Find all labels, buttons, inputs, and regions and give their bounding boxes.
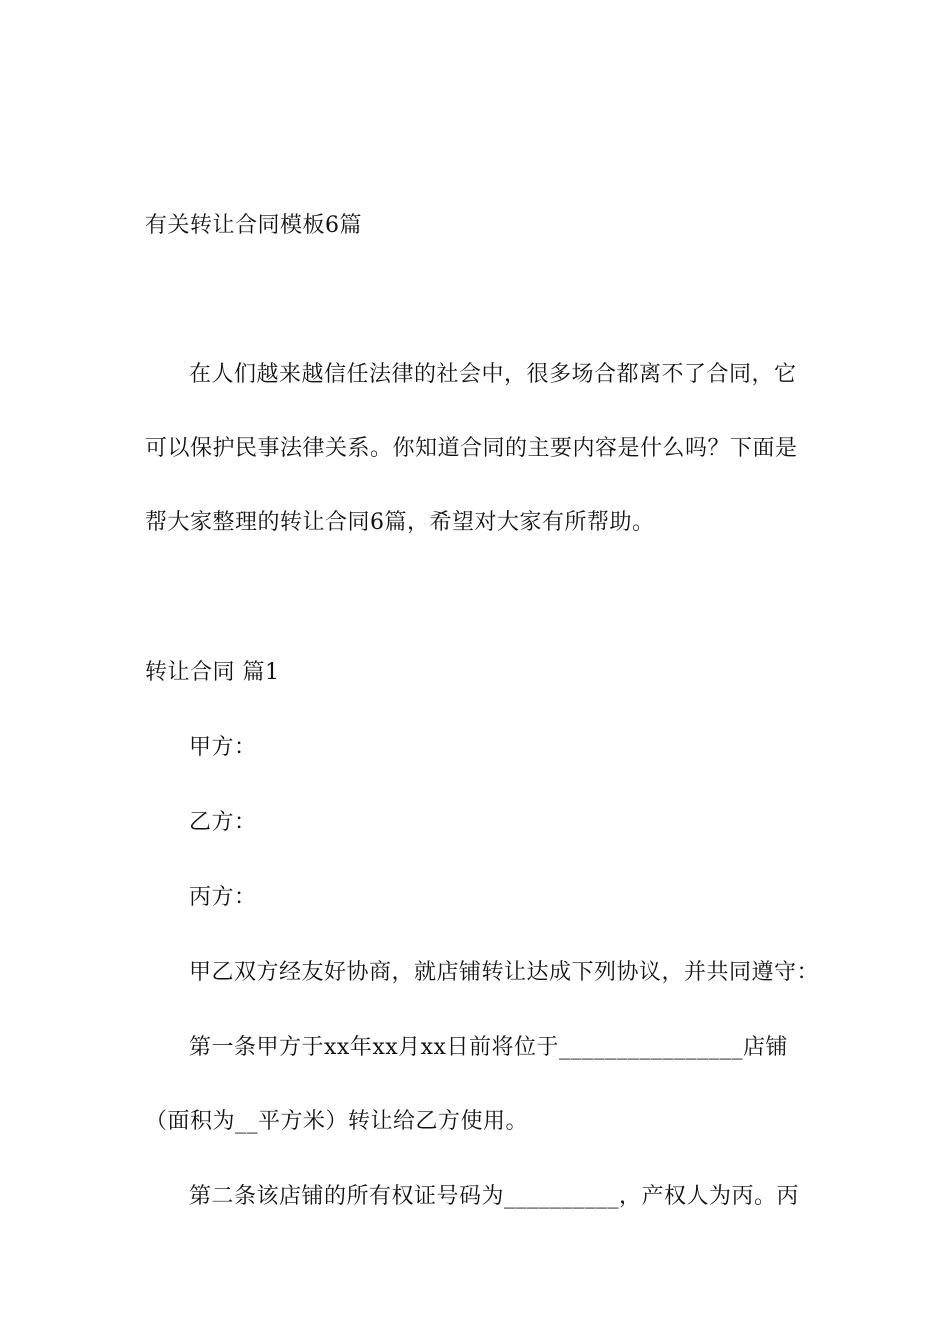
- article-1-line-1: 第一条甲方于xx年xx月xx日前将位于________________店铺: [189, 1035, 788, 1060]
- article-1-line-2: （面积为__平方米）转让给乙方使用。: [145, 1109, 529, 1134]
- intro-line-3: 帮大家整理的转让合同6篇，希望对大家有所帮助。: [145, 510, 655, 535]
- article-2-line-1: 第二条该店铺的所有权证号码为__________，产权人为丙。丙: [189, 1184, 800, 1209]
- party-b-label: 乙方：: [189, 810, 257, 835]
- party-c-label: 丙方：: [189, 885, 257, 910]
- agreement-line: 甲乙双方经友好协商，就店铺转让达成下列协议，并共同遵守：: [189, 960, 820, 985]
- document-title: 有关转让合同模板6篇: [145, 213, 362, 238]
- intro-line-1: 在人们越来越信任法律的社会中，很多场合都离不了合同，它: [189, 362, 797, 387]
- party-a-label: 甲方：: [189, 735, 257, 760]
- section-heading: 转让合同 篇1: [145, 660, 280, 685]
- intro-line-2: 可以保护民事法律关系。你知道合同的主要内容是什么吗？下面是: [145, 436, 798, 461]
